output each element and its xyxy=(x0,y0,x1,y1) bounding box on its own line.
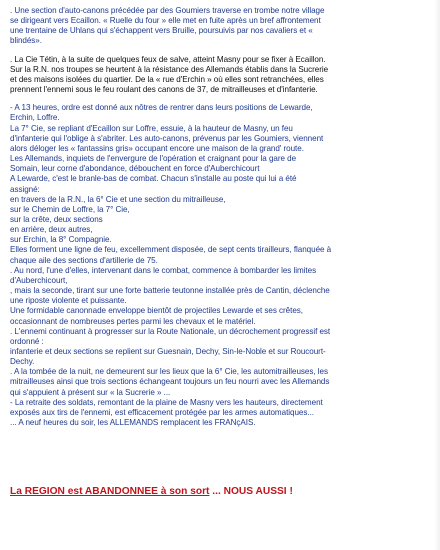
text-line: . La Cie Tétin, à la suite de quelques feux de salve, atteint Masny pour se fixer à Ecaillon. xyxy=(10,54,326,64)
text-line: A Lewarde, c'est le branle-bas de combat. Chacun s'installe au poste qui lui a été xyxy=(10,174,297,184)
conclusion-nous-aussi: ... NOUS AUSSI ! xyxy=(212,486,293,497)
text-line: assigné: xyxy=(10,184,40,194)
text-line: occasionnant de nombreuses pertes parmi les chevaux et le matériel. xyxy=(10,316,256,326)
text-line: ordonné : xyxy=(10,336,44,346)
text-line: en travers de la R.N., la 6° Cie et une section du mitrailleuse, xyxy=(10,194,226,204)
text-line: exposés aux tirs de l'ennemi, est efficacement protégée par les armes automatiques... xyxy=(10,407,314,417)
text-line: chaque aile des sections d'artillerie de 75. xyxy=(10,255,158,265)
text-line: , mais la seconde, tirant sur une forte batterie teutonne installée près de Cantin, déclenche xyxy=(10,286,330,296)
text-line: Une formidable canonnade enveloppe bientôt de projectiles Lewarde et ses crêtes, xyxy=(10,306,303,316)
text-line: mitrailleuses ainsi que trois sections échangeant toujours un feu nourri avec les Allemands xyxy=(10,377,330,387)
text-line: - A 13 heures, ordre est donné aux nôtres de rentrer dans leurs positions de Lewarde, xyxy=(10,103,313,113)
text-line: . Une section d'auto-canons précédée par des Goumiers traverse en trombe notre village xyxy=(10,6,325,15)
text-line: Elles forment une ligne de feu, excellemment disposée, de sept cents tirailleurs, flanquée à xyxy=(10,245,332,255)
text-line: sur Erchin, la 8° Compagnie. xyxy=(10,235,112,245)
text-line: ... A neuf heures du soir, les ALLEMANDS remplacent les FRANçAIS. xyxy=(10,418,256,428)
conclusion-region-abandoned: La REGION est ABANDONNEE à son sort xyxy=(10,486,210,497)
text-line: Erchin, Loffre. xyxy=(10,113,60,123)
text-line: . L'ennemi continuant à progresser sur la Route Nationale, un décrochement progressif est xyxy=(10,326,331,336)
text-line: Somain, leur corne d'abondance, débouchent en force d'Auberchicourt xyxy=(10,164,260,174)
text-line: Dechy. xyxy=(10,357,35,367)
text-line: Les Allemands, inquiets de l'envergure de l'opération et craignant pour la gare de xyxy=(10,154,297,164)
text-line: Sur la R.N. nos troupes se heurtent à la résistance des Allemands établis dans la Sucrerie xyxy=(10,64,329,74)
paragraph-retreat-account xyxy=(10,103,428,428)
text-line: d'infanterie qui l'oblige à s'abriter. Les auto-canons, prévenus par les Goumiers, viennent xyxy=(10,133,324,143)
conclusion-line xyxy=(10,486,293,497)
text-line: . A la tombée de la nuit, ne demeurent sur les lieux que la 6° Cie, les automitrailleuses, les xyxy=(10,367,328,377)
text-line: - La retraite des soldats, remontant de la plaine de Masny vers les hauteurs, directement xyxy=(10,397,323,407)
text-line: qui s'appuient à présent sur « la Sucrerie » ... xyxy=(10,387,171,397)
text-line: La 7° Cie, se repliant d'Ecaillon sur Loffre, essuie, à la hauteur de Masny, un feu xyxy=(10,123,293,133)
text-line: en arrière, deux autres, xyxy=(10,225,93,235)
text-line: d'Auberchicourt, xyxy=(10,275,68,285)
scan-edge xyxy=(434,0,440,550)
text-line: sur le Chemin de Loffre, la 7° Cie, xyxy=(10,204,130,214)
text-line: infanterie et deux sections se replient sur Guesnain, Dechy, Sin-le-Noble et sur Roucourt- xyxy=(10,347,326,356)
text-line: alors déloger les « fantassins gris» occupant encore une maison de la grand' route. xyxy=(10,143,304,153)
document-body xyxy=(10,0,428,428)
text-line: prennent l'ennemi sous le feu roulant des canons de 37, de mitrailleuses et d'infanterie. xyxy=(10,85,318,95)
paragraph-goumiers xyxy=(10,6,428,47)
text-line: une riposte violente et puissante. xyxy=(10,296,127,306)
text-line: et des maisons isolées du quartier. De la « rue d'Erchin » où elles sont retranchées, elles xyxy=(10,74,324,84)
text-line: sur la crête, deux sections xyxy=(10,214,103,224)
text-line: une trentaine de Uhlans qui s'échappent vers Bruille, poursuivis par nos cavaliers et « xyxy=(10,26,313,36)
text-line: blindés». xyxy=(10,36,42,46)
text-line: se dirigeant vers Ecaillon. « Ruelle du four » elle met en fuite après un bref affrontement xyxy=(10,16,321,26)
text-line: . Au nord, l'une d'elles, intervenant dans le combat, commence à bombarder les limites xyxy=(10,265,317,275)
paragraph-cie-tetin xyxy=(10,55,428,96)
